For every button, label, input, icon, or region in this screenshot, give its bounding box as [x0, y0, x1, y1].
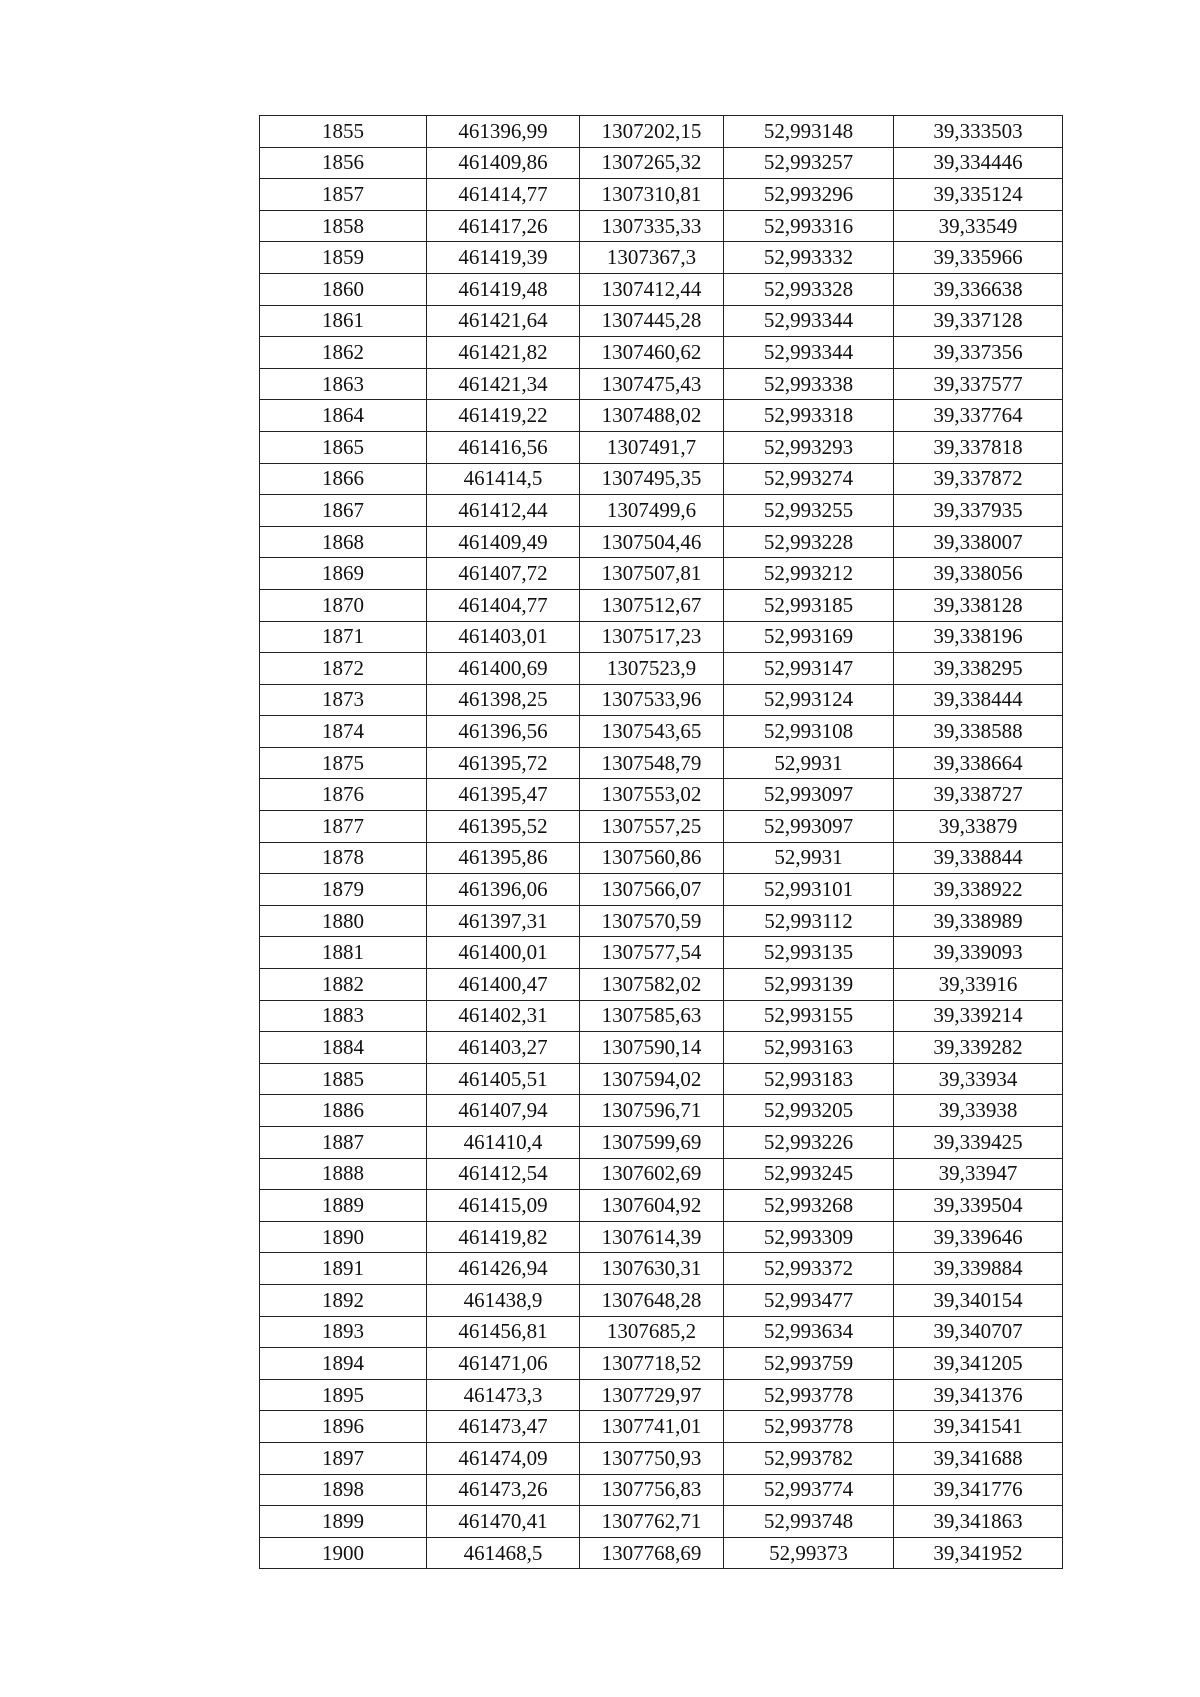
y-coordinate-cell: 1307577,54 [580, 937, 724, 969]
latitude-cell: 52,993778 [724, 1379, 894, 1411]
y-coordinate-cell: 1307648,28 [580, 1284, 724, 1316]
latitude-cell: 52,993228 [724, 526, 894, 558]
longitude-cell: 39,33947 [894, 1158, 1063, 1190]
table-row [260, 431, 1063, 463]
y-coordinate-cell: 1307596,71 [580, 1095, 724, 1127]
point-number-cell: 1863 [260, 368, 427, 400]
y-coordinate-cell: 1307585,63 [580, 1000, 724, 1032]
latitude-cell: 52,993257 [724, 147, 894, 179]
latitude-cell: 52,993112 [724, 905, 894, 937]
latitude-cell: 52,993332 [724, 242, 894, 274]
table-row [260, 1063, 1063, 1095]
y-coordinate-cell: 1307491,7 [580, 431, 724, 463]
y-coordinate-cell: 1307548,79 [580, 747, 724, 779]
point-number-cell: 1856 [260, 147, 427, 179]
y-coordinate-cell: 1307523,9 [580, 653, 724, 685]
latitude-cell: 52,993309 [724, 1221, 894, 1253]
y-coordinate-cell: 1307512,67 [580, 589, 724, 621]
latitude-cell: 52,993338 [724, 368, 894, 400]
longitude-cell: 39,341952 [894, 1537, 1063, 1569]
point-number-cell: 1867 [260, 495, 427, 527]
y-coordinate-cell: 1307685,2 [580, 1316, 724, 1348]
latitude-cell: 52,993778 [724, 1411, 894, 1443]
x-coordinate-cell: 461470,41 [427, 1506, 580, 1538]
latitude-cell: 52,993774 [724, 1474, 894, 1506]
table-row [260, 400, 1063, 432]
x-coordinate-cell: 461403,01 [427, 621, 580, 653]
y-coordinate-cell: 1307750,93 [580, 1442, 724, 1474]
longitude-cell: 39,336638 [894, 273, 1063, 305]
x-coordinate-cell: 461426,94 [427, 1253, 580, 1285]
table-row [260, 1348, 1063, 1380]
y-coordinate-cell: 1307560,86 [580, 842, 724, 874]
x-coordinate-cell: 461403,27 [427, 1032, 580, 1064]
x-coordinate-cell: 461400,47 [427, 969, 580, 1001]
point-number-cell: 1870 [260, 589, 427, 621]
table-row [260, 716, 1063, 748]
latitude-cell: 52,993139 [724, 969, 894, 1001]
y-coordinate-cell: 1307475,43 [580, 368, 724, 400]
longitude-cell: 39,33916 [894, 969, 1063, 1001]
table-row [260, 684, 1063, 716]
point-number-cell: 1868 [260, 526, 427, 558]
point-number-cell: 1871 [260, 621, 427, 653]
x-coordinate-cell: 461438,9 [427, 1284, 580, 1316]
longitude-cell: 39,341688 [894, 1442, 1063, 1474]
x-coordinate-cell: 461395,52 [427, 811, 580, 843]
longitude-cell: 39,338922 [894, 874, 1063, 906]
y-coordinate-cell: 1307582,02 [580, 969, 724, 1001]
latitude-cell: 52,993124 [724, 684, 894, 716]
latitude-cell: 52,993135 [724, 937, 894, 969]
y-coordinate-cell: 1307507,81 [580, 558, 724, 590]
table-row [260, 969, 1063, 1001]
point-number-cell: 1861 [260, 305, 427, 337]
y-coordinate-cell: 1307533,96 [580, 684, 724, 716]
longitude-cell: 39,335966 [894, 242, 1063, 274]
latitude-cell: 52,993296 [724, 179, 894, 211]
point-number-cell: 1881 [260, 937, 427, 969]
y-coordinate-cell: 1307460,62 [580, 337, 724, 369]
x-coordinate-cell: 461407,72 [427, 558, 580, 590]
longitude-cell: 39,339282 [894, 1032, 1063, 1064]
table-row [260, 621, 1063, 653]
x-coordinate-cell: 461474,09 [427, 1442, 580, 1474]
x-coordinate-cell: 461468,5 [427, 1537, 580, 1569]
longitude-cell: 39,338588 [894, 716, 1063, 748]
point-number-cell: 1890 [260, 1221, 427, 1253]
longitude-cell: 39,340154 [894, 1284, 1063, 1316]
y-coordinate-cell: 1307729,97 [580, 1379, 724, 1411]
x-coordinate-cell: 461414,77 [427, 179, 580, 211]
table-row [260, 495, 1063, 527]
y-coordinate-cell: 1307741,01 [580, 1411, 724, 1443]
latitude-cell: 52,993274 [724, 463, 894, 495]
longitude-cell: 39,341541 [894, 1411, 1063, 1443]
longitude-cell: 39,337128 [894, 305, 1063, 337]
longitude-cell: 39,337577 [894, 368, 1063, 400]
x-coordinate-cell: 461412,54 [427, 1158, 580, 1190]
x-coordinate-cell: 461421,82 [427, 337, 580, 369]
point-number-cell: 1899 [260, 1506, 427, 1538]
y-coordinate-cell: 1307599,69 [580, 1127, 724, 1159]
point-number-cell: 1897 [260, 1442, 427, 1474]
point-number-cell: 1858 [260, 210, 427, 242]
longitude-cell: 39,338444 [894, 684, 1063, 716]
point-number-cell: 1880 [260, 905, 427, 937]
longitude-cell: 39,338196 [894, 621, 1063, 653]
table-row [260, 1127, 1063, 1159]
y-coordinate-cell: 1307202,15 [580, 116, 724, 148]
y-coordinate-cell: 1307265,32 [580, 147, 724, 179]
y-coordinate-cell: 1307499,6 [580, 495, 724, 527]
table-row [260, 1284, 1063, 1316]
table-row [260, 147, 1063, 179]
y-coordinate-cell: 1307614,39 [580, 1221, 724, 1253]
y-coordinate-cell: 1307543,65 [580, 716, 724, 748]
y-coordinate-cell: 1307756,83 [580, 1474, 724, 1506]
latitude-cell: 52,993344 [724, 337, 894, 369]
table-row [260, 242, 1063, 274]
point-number-cell: 1883 [260, 1000, 427, 1032]
table-row [260, 305, 1063, 337]
x-coordinate-cell: 461419,22 [427, 400, 580, 432]
point-number-cell: 1893 [260, 1316, 427, 1348]
longitude-cell: 39,337764 [894, 400, 1063, 432]
coordinates-table [259, 115, 1063, 1569]
point-number-cell: 1889 [260, 1190, 427, 1222]
point-number-cell: 1869 [260, 558, 427, 590]
point-number-cell: 1900 [260, 1537, 427, 1569]
y-coordinate-cell: 1307367,3 [580, 242, 724, 274]
longitude-cell: 39,338295 [894, 653, 1063, 685]
x-coordinate-cell: 461412,44 [427, 495, 580, 527]
y-coordinate-cell: 1307570,59 [580, 905, 724, 937]
y-coordinate-cell: 1307504,46 [580, 526, 724, 558]
point-number-cell: 1882 [260, 969, 427, 1001]
x-coordinate-cell: 461395,86 [427, 842, 580, 874]
y-coordinate-cell: 1307768,69 [580, 1537, 724, 1569]
longitude-cell: 39,338989 [894, 905, 1063, 937]
table-row [260, 210, 1063, 242]
latitude-cell: 52,993245 [724, 1158, 894, 1190]
y-coordinate-cell: 1307310,81 [580, 179, 724, 211]
point-number-cell: 1860 [260, 273, 427, 305]
latitude-cell: 52,993147 [724, 653, 894, 685]
latitude-cell: 52,993148 [724, 116, 894, 148]
table-row [260, 1190, 1063, 1222]
latitude-cell: 52,993316 [724, 210, 894, 242]
x-coordinate-cell: 461473,3 [427, 1379, 580, 1411]
latitude-cell: 52,993183 [724, 1063, 894, 1095]
y-coordinate-cell: 1307718,52 [580, 1348, 724, 1380]
table-row [260, 1253, 1063, 1285]
x-coordinate-cell: 461397,31 [427, 905, 580, 937]
longitude-cell: 39,33879 [894, 811, 1063, 843]
longitude-cell: 39,339646 [894, 1221, 1063, 1253]
x-coordinate-cell: 461405,51 [427, 1063, 580, 1095]
table-row [260, 937, 1063, 969]
point-number-cell: 1865 [260, 431, 427, 463]
x-coordinate-cell: 461414,5 [427, 463, 580, 495]
point-number-cell: 1888 [260, 1158, 427, 1190]
table-row [260, 779, 1063, 811]
latitude-cell: 52,993097 [724, 811, 894, 843]
x-coordinate-cell: 461396,99 [427, 116, 580, 148]
point-number-cell: 1896 [260, 1411, 427, 1443]
x-coordinate-cell: 461400,69 [427, 653, 580, 685]
table-row [260, 337, 1063, 369]
point-number-cell: 1892 [260, 1284, 427, 1316]
x-coordinate-cell: 461395,47 [427, 779, 580, 811]
latitude-cell: 52,993328 [724, 273, 894, 305]
x-coordinate-cell: 461417,26 [427, 210, 580, 242]
y-coordinate-cell: 1307412,44 [580, 273, 724, 305]
table-row [260, 1411, 1063, 1443]
longitude-cell: 39,339884 [894, 1253, 1063, 1285]
point-number-cell: 1873 [260, 684, 427, 716]
longitude-cell: 39,337872 [894, 463, 1063, 495]
point-number-cell: 1859 [260, 242, 427, 274]
longitude-cell: 39,334446 [894, 147, 1063, 179]
x-coordinate-cell: 461398,25 [427, 684, 580, 716]
point-number-cell: 1857 [260, 179, 427, 211]
latitude-cell: 52,993748 [724, 1506, 894, 1538]
table-row [260, 558, 1063, 590]
table-row [260, 811, 1063, 843]
latitude-cell: 52,99373 [724, 1537, 894, 1569]
longitude-cell: 39,33549 [894, 210, 1063, 242]
table-row [260, 463, 1063, 495]
latitude-cell: 52,993163 [724, 1032, 894, 1064]
x-coordinate-cell: 461471,06 [427, 1348, 580, 1380]
x-coordinate-cell: 461419,39 [427, 242, 580, 274]
point-number-cell: 1875 [260, 747, 427, 779]
table-row [260, 653, 1063, 685]
y-coordinate-cell: 1307602,69 [580, 1158, 724, 1190]
latitude-cell: 52,993108 [724, 716, 894, 748]
longitude-cell: 39,337935 [894, 495, 1063, 527]
x-coordinate-cell: 461400,01 [427, 937, 580, 969]
point-number-cell: 1884 [260, 1032, 427, 1064]
y-coordinate-cell: 1307553,02 [580, 779, 724, 811]
latitude-cell: 52,993205 [724, 1095, 894, 1127]
x-coordinate-cell: 461396,06 [427, 874, 580, 906]
longitude-cell: 39,338664 [894, 747, 1063, 779]
y-coordinate-cell: 1307630,31 [580, 1253, 724, 1285]
longitude-cell: 39,337818 [894, 431, 1063, 463]
y-coordinate-cell: 1307557,25 [580, 811, 724, 843]
longitude-cell: 39,340707 [894, 1316, 1063, 1348]
latitude-cell: 52,993226 [724, 1127, 894, 1159]
x-coordinate-cell: 461409,49 [427, 526, 580, 558]
latitude-cell: 52,993318 [724, 400, 894, 432]
y-coordinate-cell: 1307517,23 [580, 621, 724, 653]
point-number-cell: 1885 [260, 1063, 427, 1095]
point-number-cell: 1878 [260, 842, 427, 874]
longitude-cell: 39,339504 [894, 1190, 1063, 1222]
longitude-cell: 39,337356 [894, 337, 1063, 369]
latitude-cell: 52,993782 [724, 1442, 894, 1474]
x-coordinate-cell: 461404,77 [427, 589, 580, 621]
table-row [260, 1032, 1063, 1064]
y-coordinate-cell: 1307488,02 [580, 400, 724, 432]
table-row [260, 842, 1063, 874]
table-row [260, 1095, 1063, 1127]
longitude-cell: 39,338844 [894, 842, 1063, 874]
longitude-cell: 39,339214 [894, 1000, 1063, 1032]
point-number-cell: 1879 [260, 874, 427, 906]
x-coordinate-cell: 461415,09 [427, 1190, 580, 1222]
longitude-cell: 39,341776 [894, 1474, 1063, 1506]
point-number-cell: 1872 [260, 653, 427, 685]
longitude-cell: 39,338128 [894, 589, 1063, 621]
latitude-cell: 52,993212 [724, 558, 894, 590]
latitude-cell: 52,993169 [724, 621, 894, 653]
table-row [260, 1379, 1063, 1411]
table-row [260, 1506, 1063, 1538]
y-coordinate-cell: 1307495,35 [580, 463, 724, 495]
y-coordinate-cell: 1307594,02 [580, 1063, 724, 1095]
table-row [260, 1442, 1063, 1474]
x-coordinate-cell: 461416,56 [427, 431, 580, 463]
point-number-cell: 1894 [260, 1348, 427, 1380]
y-coordinate-cell: 1307335,33 [580, 210, 724, 242]
y-coordinate-cell: 1307566,07 [580, 874, 724, 906]
y-coordinate-cell: 1307762,71 [580, 1506, 724, 1538]
x-coordinate-cell: 461402,31 [427, 1000, 580, 1032]
point-number-cell: 1877 [260, 811, 427, 843]
latitude-cell: 52,993185 [724, 589, 894, 621]
latitude-cell: 52,993759 [724, 1348, 894, 1380]
longitude-cell: 39,33938 [894, 1095, 1063, 1127]
longitude-cell: 39,341376 [894, 1379, 1063, 1411]
table-row [260, 116, 1063, 148]
table-row [260, 874, 1063, 906]
point-number-cell: 1898 [260, 1474, 427, 1506]
point-number-cell: 1866 [260, 463, 427, 495]
point-number-cell: 1874 [260, 716, 427, 748]
longitude-cell: 39,338727 [894, 779, 1063, 811]
longitude-cell: 39,339425 [894, 1127, 1063, 1159]
latitude-cell: 52,993155 [724, 1000, 894, 1032]
y-coordinate-cell: 1307604,92 [580, 1190, 724, 1222]
table-row [260, 1221, 1063, 1253]
latitude-cell: 52,993268 [724, 1190, 894, 1222]
x-coordinate-cell: 461407,94 [427, 1095, 580, 1127]
point-number-cell: 1886 [260, 1095, 427, 1127]
longitude-cell: 39,338056 [894, 558, 1063, 590]
x-coordinate-cell: 461473,47 [427, 1411, 580, 1443]
table-row [260, 1158, 1063, 1190]
y-coordinate-cell: 1307590,14 [580, 1032, 724, 1064]
latitude-cell: 52,993101 [724, 874, 894, 906]
table-row [260, 1000, 1063, 1032]
latitude-cell: 52,9931 [724, 842, 894, 874]
y-coordinate-cell: 1307445,28 [580, 305, 724, 337]
x-coordinate-cell: 461409,86 [427, 147, 580, 179]
longitude-cell: 39,339093 [894, 937, 1063, 969]
latitude-cell: 52,993255 [724, 495, 894, 527]
point-number-cell: 1895 [260, 1379, 427, 1411]
x-coordinate-cell: 461421,34 [427, 368, 580, 400]
table-row [260, 747, 1063, 779]
coordinates-table-body [260, 116, 1063, 1569]
longitude-cell: 39,33934 [894, 1063, 1063, 1095]
longitude-cell: 39,338007 [894, 526, 1063, 558]
point-number-cell: 1891 [260, 1253, 427, 1285]
point-number-cell: 1887 [260, 1127, 427, 1159]
x-coordinate-cell: 461473,26 [427, 1474, 580, 1506]
latitude-cell: 52,993344 [724, 305, 894, 337]
x-coordinate-cell: 461421,64 [427, 305, 580, 337]
latitude-cell: 52,993097 [724, 779, 894, 811]
table-row [260, 526, 1063, 558]
longitude-cell: 39,335124 [894, 179, 1063, 211]
longitude-cell: 39,341205 [894, 1348, 1063, 1380]
point-number-cell: 1876 [260, 779, 427, 811]
table-row [260, 1316, 1063, 1348]
point-number-cell: 1862 [260, 337, 427, 369]
latitude-cell: 52,993477 [724, 1284, 894, 1316]
latitude-cell: 52,9931 [724, 747, 894, 779]
latitude-cell: 52,993372 [724, 1253, 894, 1285]
table-row [260, 368, 1063, 400]
table-row [260, 1537, 1063, 1569]
x-coordinate-cell: 461410,4 [427, 1127, 580, 1159]
latitude-cell: 52,993634 [724, 1316, 894, 1348]
table-row [260, 273, 1063, 305]
x-coordinate-cell: 461456,81 [427, 1316, 580, 1348]
table-row [260, 589, 1063, 621]
x-coordinate-cell: 461419,82 [427, 1221, 580, 1253]
point-number-cell: 1855 [260, 116, 427, 148]
longitude-cell: 39,341863 [894, 1506, 1063, 1538]
table-row [260, 905, 1063, 937]
x-coordinate-cell: 461395,72 [427, 747, 580, 779]
x-coordinate-cell: 461396,56 [427, 716, 580, 748]
point-number-cell: 1864 [260, 400, 427, 432]
longitude-cell: 39,333503 [894, 116, 1063, 148]
x-coordinate-cell: 461419,48 [427, 273, 580, 305]
latitude-cell: 52,993293 [724, 431, 894, 463]
table-row [260, 179, 1063, 211]
table-row [260, 1474, 1063, 1506]
